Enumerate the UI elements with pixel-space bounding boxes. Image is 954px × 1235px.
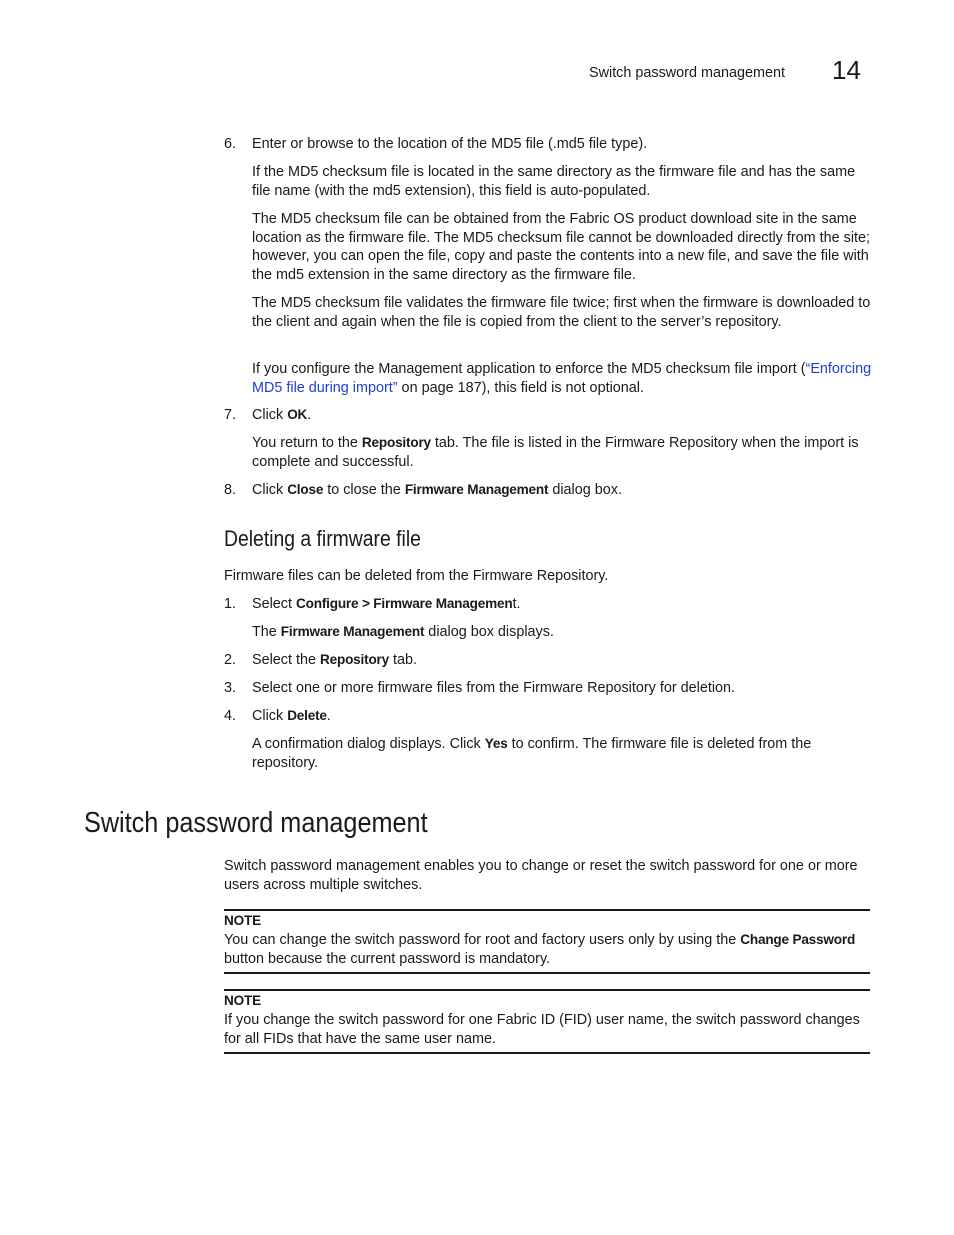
step-number: 4. — [224, 708, 237, 724]
step-text: Select one or more firmware files from the Firmware Repository for deletion. — [252, 680, 736, 696]
step-paragraph: The MD5 checksum file validates the firmware file twice; first when the firmware is downloaded to the client and again when the file is copied from the client to the server’s repository. — [252, 295, 871, 330]
ui-term: Configure > Firmware Managemen — [296, 596, 513, 611]
step-text: Select the Repository tab. — [252, 652, 418, 668]
section-intro: Switch password management enables you to change or reset the switch password for one or more users across multiple switches. — [224, 858, 858, 893]
step-number: 3. — [224, 680, 237, 696]
step-text: Click Close to close the Firmware Management dialog box. — [252, 482, 622, 498]
step-paragraph: You return to the Repository tab. The file is listed in the Firmware Repository when the import is complete and successful. — [252, 435, 859, 470]
ui-term: Yes — [484, 736, 508, 751]
cross-reference-link[interactable]: “Enforcing MD5 file during import” — [252, 361, 872, 396]
note-top-rule — [224, 909, 870, 911]
step-number: 8. — [224, 482, 237, 498]
ui-term: OK — [287, 407, 308, 422]
section-heading: Deleting a firmware file — [224, 526, 421, 551]
step-number: 7. — [224, 407, 237, 423]
ui-term: Firmware Management — [280, 624, 425, 639]
ui-term: Repository — [320, 652, 390, 667]
ui-term: Change Password — [740, 932, 856, 947]
step-number: 1. — [224, 596, 237, 612]
ui-term: Delete — [287, 708, 327, 723]
note-label: NOTE — [224, 913, 261, 928]
chapter-number: 14 — [832, 55, 861, 85]
step-text: Click Delete. — [252, 708, 331, 724]
step-text: Select Configure > Firmware Management. — [252, 596, 521, 612]
step-paragraph: A confirmation dialog displays. Click Yes to confirm. The firmware file is deleted from the repository. — [252, 736, 812, 771]
step-text: Click OK. — [252, 407, 312, 423]
ui-term: Firmware Management — [404, 482, 549, 497]
step-paragraph: If the MD5 checksum file is located in the same directory as the firmware file and has the same file name (with the md5 extension), this field is auto-populated. — [252, 164, 856, 199]
note-text: You can change the switch password for root and factory users only by using the Change Password button because the current password is mandatory. — [224, 932, 856, 967]
note-top-rule — [224, 989, 870, 991]
running-header-title: Switch password management — [589, 65, 785, 81]
section-intro: Firmware files can be deleted from the Firmware Repository. — [224, 568, 609, 584]
ui-term: Close — [287, 482, 324, 497]
step-paragraph: The MD5 checksum file can be obtained from the Fabric OS product download site in the same location as the firmware file. The MD5 checksum file cannot be downloaded directly from the site; however, you can open the file, copy and paste the contents into a new file, and save the file with the md5 extension in the same directory as the firmware file. — [252, 211, 871, 283]
chapter-section-heading: Switch password management — [84, 807, 428, 839]
note-bottom-rule — [224, 1052, 870, 1054]
step-paragraph: If you configure the Management application to enforce the MD5 checksum file import (“Enforcing MD5 file during import” on page 187), this field is not optional. — [252, 361, 872, 396]
note-bottom-rule — [224, 972, 870, 974]
ui-term: Repository — [361, 435, 431, 450]
step-paragraph: The Firmware Management dialog box displays. — [252, 624, 554, 640]
note-text: If you change the switch password for one Fabric ID (FID) user name, the switch password changes for all FIDs that have the same user name. — [224, 1012, 860, 1047]
step-text: Enter or browse to the location of the MD5 file (.md5 file type). — [252, 136, 648, 152]
note-label: NOTE — [224, 993, 261, 1008]
step-number: 2. — [224, 652, 237, 668]
step-number: 6. — [224, 136, 237, 152]
